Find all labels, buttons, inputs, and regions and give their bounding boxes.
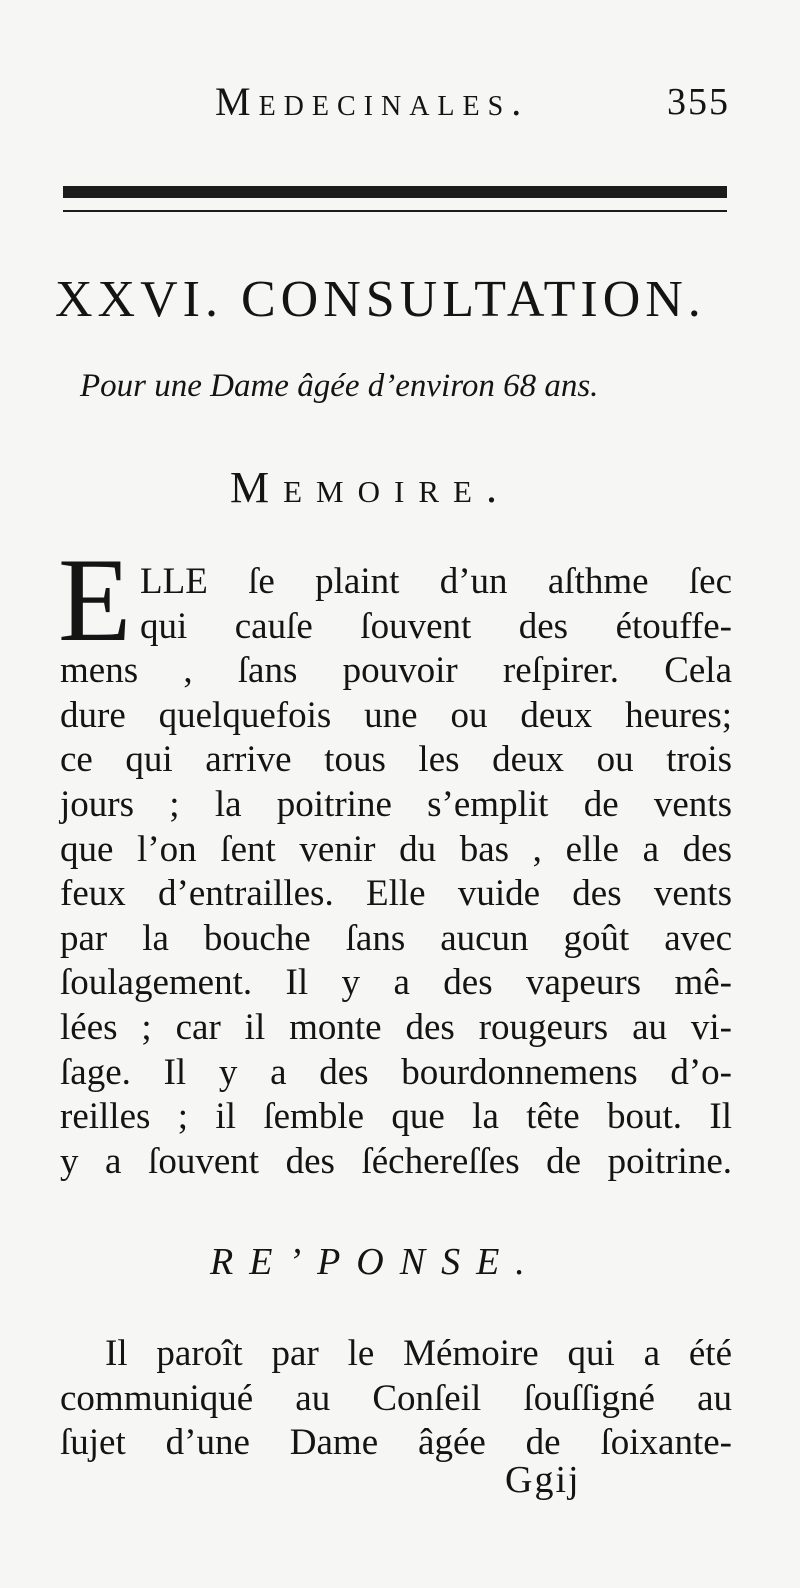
text-line: reilles ; il ſemble que la tête bout. Il [60,1096,732,1138]
text-line: y a ſouvent des ſéchereſſes de poitrine. [60,1140,732,1182]
reponse-text [60,1332,732,1466]
text-line: feux d’entrailles. Elle vuide des vents [60,873,732,915]
text-line: par la bouche ſans aucun goût avec [60,917,732,959]
text-line: jours ; la poitrine s’emplit de vents [60,783,732,825]
memoire-title: Memoire. [230,463,511,512]
running-head-title: Medecinales. [215,79,530,124]
reponse-title: RE’PONSE. [210,1241,541,1283]
text-line: Il paroît par le Mémoire qui a été [105,1333,732,1374]
text-line: mens , ſans pouvoir reſpirer. Cela [60,650,732,692]
thin-rule [63,210,727,212]
text-line: dure quelquefois une ou deux heures; [60,694,732,736]
text-line: ſoulagement. Il y a des vapeurs mê- [60,962,732,1004]
page-number: 355 [667,81,730,123]
memoire-text [60,560,732,1184]
consultation-subtitle: Pour une Dame âgée d’environ 68 ans. [80,368,599,404]
text-line: que l’on ſent venir du bas , elle a des [60,828,732,870]
catchword-signature: Ggij [505,1459,581,1501]
text-line: ſujet d’une Dame âgée de ſoixante- [60,1422,732,1464]
consultation-heading: XXVI. CONSULTATION. [55,271,706,328]
text-line: lées ; car il monte des rougeurs au vi- [60,1006,732,1048]
running-head [60,78,730,128]
text-line: ce qui arrive tous les deux ou trois [60,739,732,781]
ornamental-rule [63,186,727,198]
text-line: qui cauſe ſouvent des étouffe- [140,605,732,647]
text-line: LLE ſe plaint d’un aſthme ſec [140,561,732,602]
text-line: communiqué au Conſeil ſouſſigné au [60,1377,732,1419]
text-line: ſage. Il y a des bourdonnemens d’o- [60,1051,732,1093]
drop-cap: E [58,533,132,666]
